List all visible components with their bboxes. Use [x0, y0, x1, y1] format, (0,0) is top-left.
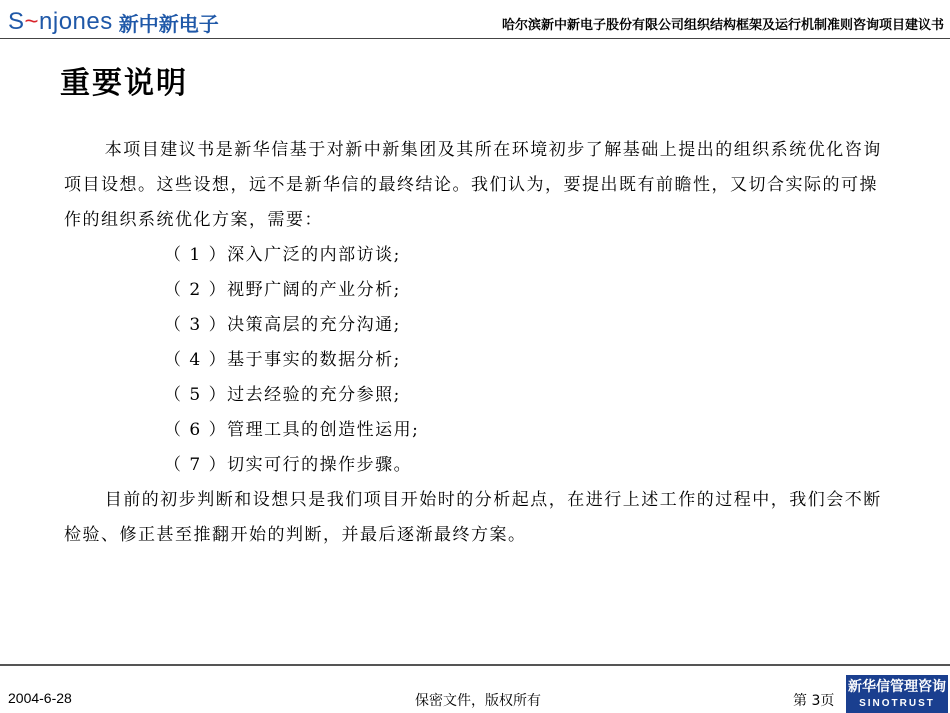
intro-paragraph: 本项目建议书是新华信基于对新中新集团及其所在环境初步了解基础上提出的组织系统优化咨询项目设想。这些设想，远不是新华信的最终结论。我们认为，要提出既有前瞻性，又切合实际的可操作的组织系统优化方案，需要： — [64, 140, 882, 230]
list-item: （ 4 ）基于事实的数据分析; — [164, 350, 401, 370]
list-item: （ 2 ）视野广阔的产业分析; — [164, 280, 401, 300]
sinotrust-logo — [846, 675, 948, 713]
logo-chinese: 新中新电子 — [118, 11, 219, 36]
page-number: 第 3页 — [793, 693, 835, 709]
list-item: （ 5 ）过去经验的充分参照; — [164, 385, 401, 405]
footer-confidential: 保密文件，版权所有 — [415, 693, 541, 709]
logo-letter: S — [8, 8, 25, 35]
conclusion-paragraph: 目前的初步判断和设想只是我们项目开始时的分析起点，在进行上述工作的过程中，我们会不断检验、修正甚至推翻开始的判断，并最后逐渐最终方案。 — [64, 490, 882, 545]
badge-chinese: 新华信管理咨询 — [848, 679, 946, 695]
list-item: （ 1 ）深入广泛的内部访谈; — [164, 245, 401, 265]
page-title: 重要说明 — [60, 66, 188, 101]
logo-word: njones — [39, 8, 113, 35]
main-content — [64, 133, 894, 553]
badge-english: SINOTRUST — [859, 698, 935, 709]
list-item: （ 6 ）管理工具的创造性运用; — [164, 420, 420, 440]
header-divider — [0, 38, 950, 39]
footer-divider — [0, 664, 950, 666]
company-logo — [8, 8, 219, 36]
list-item: （ 3 ）决策高层的充分沟通; — [164, 315, 401, 335]
requirements-list — [64, 238, 894, 483]
logo-english — [8, 8, 113, 36]
list-item: （ 7 ）切实可行的操作步骤。 — [164, 455, 413, 475]
logo-swoosh-icon: ~ — [24, 8, 40, 35]
footer-date: 2004-6-28 — [8, 690, 72, 706]
document-title: 哈尔滨新中新电子股份有限公司组织结构框架及运行机制准则咨询项目建议书 — [501, 18, 944, 33]
